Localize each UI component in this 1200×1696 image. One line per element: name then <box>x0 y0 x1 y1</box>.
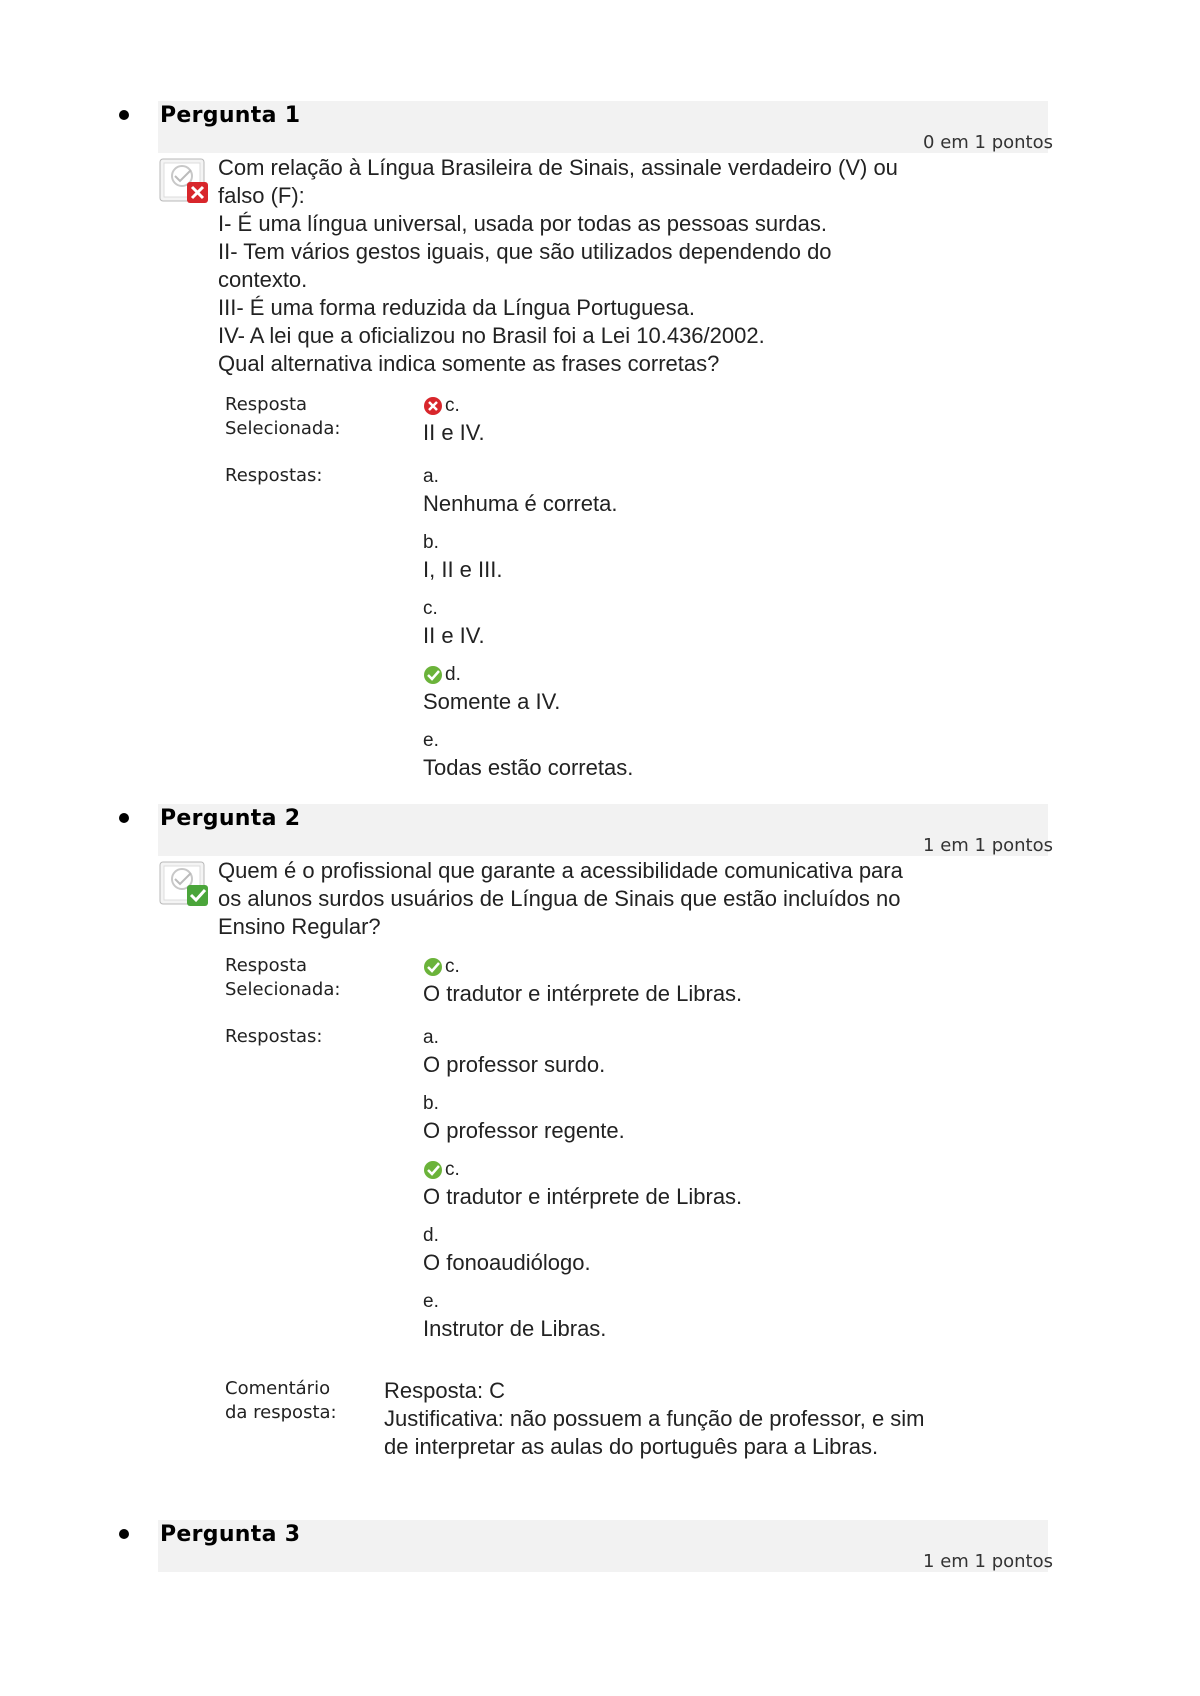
selected-answer <box>423 393 1023 447</box>
question-title: Pergunta 2 <box>160 806 301 831</box>
question-points: 1 em 1 pontos <box>923 835 1053 856</box>
option-text: Nenhuma é correta. <box>423 491 618 516</box>
option-letter: c. <box>445 395 460 416</box>
answer-option <box>423 596 1023 650</box>
comment-line: de interpretar as aulas do português para a Libras. <box>384 1434 879 1459</box>
comment-label: Comentário da resposta: <box>225 1378 337 1423</box>
option-letter: e. <box>423 730 439 751</box>
text-line: IV- A lei que a oficializou no Brasil foi a Lei 10.436/2002. <box>218 323 765 348</box>
option-text: O tradutor e intérprete de Libras. <box>423 981 743 1006</box>
answer-option <box>423 1223 1023 1277</box>
selected-answer-label: Resposta Selecionada: <box>225 394 341 439</box>
option-text: O professor surdo. <box>423 1052 606 1077</box>
correct-grade-icon <box>158 858 210 908</box>
answers-label: Respostas: <box>225 465 323 486</box>
answer-option <box>423 662 1023 716</box>
option-letter: b. <box>423 532 439 553</box>
comment-line: Justificativa: não possuem a função de professor, e sim <box>384 1406 925 1431</box>
option-text: I, II e III. <box>423 557 503 582</box>
selected-answer-label: Resposta Selecionada: <box>225 955 341 1000</box>
text-line: Ensino Regular? <box>218 914 381 939</box>
text-line: II- Tem vários gestos iguais, que são utilizados dependendo do <box>218 239 832 264</box>
option-text: Instrutor de Libras. <box>423 1316 607 1341</box>
option-letter: c. <box>445 956 460 977</box>
option-letter: e. <box>423 1291 439 1312</box>
correct-icon <box>423 1160 443 1180</box>
option-letter: c. <box>423 598 438 619</box>
text-line: contexto. <box>218 267 308 292</box>
question-1 <box>0 103 1200 793</box>
answer-option <box>423 728 1023 782</box>
question-points: 0 em 1 pontos <box>923 132 1053 153</box>
bullet <box>119 813 129 823</box>
text-line: III- É uma forma reduzida da Língua Portuguesa. <box>218 295 695 320</box>
text-line: I- É uma língua universal, usada por todas as pessoas surdas. <box>218 211 828 236</box>
text-line: falso (F): <box>218 183 305 208</box>
option-letter: a. <box>423 466 439 487</box>
answer-option <box>423 1157 1023 1211</box>
question-title: Pergunta 3 <box>160 1522 301 1547</box>
incorrect-icon <box>423 396 443 416</box>
bullet <box>119 110 129 120</box>
option-text: O fonoaudiólogo. <box>423 1250 591 1275</box>
option-letter: b. <box>423 1093 439 1114</box>
text-line: Quem é o profissional que garante a acessibilidade comunicativa para <box>218 858 903 883</box>
incorrect-grade-icon <box>158 155 210 205</box>
question-3 <box>0 1522 1200 1582</box>
bullet <box>119 1529 129 1539</box>
question-text <box>218 857 998 941</box>
answer-comment <box>384 1377 1024 1461</box>
option-letter: a. <box>423 1027 439 1048</box>
comment-line: Resposta: C <box>384 1378 506 1403</box>
answer-option <box>423 464 1023 518</box>
question-text <box>218 154 998 378</box>
correct-icon <box>423 957 443 977</box>
answer-option <box>423 1289 1023 1343</box>
text-line: os alunos surdos usuários de Língua de Sinais que estão incluídos no <box>218 886 901 911</box>
option-letter: c. <box>445 1159 460 1180</box>
option-text: Todas estão corretas. <box>423 755 634 780</box>
text-line: Com relação à Língua Brasileira de Sinais, assinale verdadeiro (V) ou <box>218 155 898 180</box>
answer-option <box>423 530 1023 584</box>
text-line: Qual alternativa indica somente as frases corretas? <box>218 351 720 376</box>
answer-option <box>423 1025 1023 1079</box>
selected-answer <box>423 954 1023 1008</box>
correct-icon <box>423 665 443 685</box>
option-text: O tradutor e intérprete de Libras. <box>423 1184 743 1209</box>
option-text: Somente a IV. <box>423 689 561 714</box>
answers-list <box>423 1025 1023 1355</box>
answer-option <box>423 1091 1023 1145</box>
option-letter: d. <box>445 664 461 685</box>
answers-list <box>423 464 1023 794</box>
option-text: O professor regente. <box>423 1118 625 1143</box>
question-points: 1 em 1 pontos <box>923 1551 1053 1572</box>
option-text: II e IV. <box>423 420 485 445</box>
answers-label: Respostas: <box>225 1026 323 1047</box>
question-2 <box>0 806 1200 1459</box>
option-letter: d. <box>423 1225 439 1246</box>
question-title: Pergunta 1 <box>160 103 301 128</box>
option-text: II e IV. <box>423 623 485 648</box>
